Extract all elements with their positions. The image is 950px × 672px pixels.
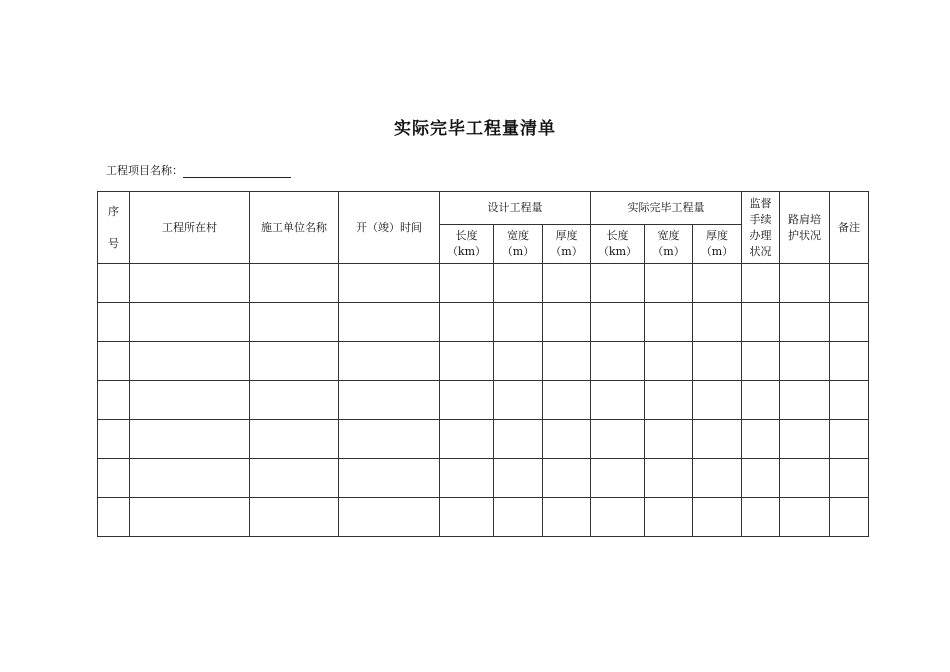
table-cell[interactable]	[98, 342, 130, 381]
table-cell[interactable]	[780, 498, 830, 537]
header-seq: 序 号	[98, 192, 130, 264]
table-cell[interactable]	[98, 498, 130, 537]
table-row	[98, 420, 869, 459]
table-cell[interactable]	[130, 498, 250, 537]
table-cell[interactable]	[830, 381, 869, 420]
table-cell[interactable]	[98, 381, 130, 420]
header-design-quantity: 设计工程量	[440, 192, 591, 225]
table-cell[interactable]	[250, 498, 339, 537]
table-cell[interactable]	[543, 342, 591, 381]
table-cell[interactable]	[98, 303, 130, 342]
header-shoulder-maintenance: 路肩培 护状况	[780, 192, 830, 264]
table-cell[interactable]	[591, 498, 645, 537]
header-start-end-time: 开（竣）时间	[339, 192, 440, 264]
table-cell[interactable]	[591, 303, 645, 342]
table-cell[interactable]	[693, 303, 742, 342]
table-row	[98, 498, 869, 537]
table-cell[interactable]	[494, 303, 543, 342]
table-cell[interactable]	[543, 381, 591, 420]
table-cell[interactable]	[830, 303, 869, 342]
table-cell[interactable]	[742, 420, 780, 459]
table-cell[interactable]	[440, 459, 494, 498]
table-cell[interactable]	[130, 381, 250, 420]
table-cell[interactable]	[645, 459, 693, 498]
table-cell[interactable]	[780, 381, 830, 420]
table-cell[interactable]	[742, 264, 780, 303]
table-cell[interactable]	[494, 459, 543, 498]
project-name-field	[183, 165, 291, 178]
header-supervision: 监督 手续 办理 状况	[742, 192, 780, 264]
project-name-line	[106, 162, 291, 178]
table-cell[interactable]	[543, 303, 591, 342]
table-cell[interactable]	[780, 420, 830, 459]
table-cell[interactable]	[742, 303, 780, 342]
table-cell[interactable]	[830, 264, 869, 303]
table-cell[interactable]	[339, 381, 440, 420]
table-cell[interactable]	[742, 498, 780, 537]
table-cell[interactable]	[742, 459, 780, 498]
table-cell[interactable]	[130, 303, 250, 342]
table-row	[98, 381, 869, 420]
table-cell[interactable]	[130, 264, 250, 303]
table-row	[98, 342, 869, 381]
table-cell[interactable]	[693, 264, 742, 303]
table-cell[interactable]	[494, 381, 543, 420]
header-actual-thickness: 厚度 （m）	[693, 225, 742, 264]
table-cell[interactable]	[591, 264, 645, 303]
table-cell[interactable]	[339, 342, 440, 381]
table-cell[interactable]	[591, 459, 645, 498]
header-remark: 备注	[830, 192, 869, 264]
table-cell[interactable]	[742, 381, 780, 420]
document-title: 实际完毕工程量清单	[394, 119, 556, 139]
table-cell[interactable]	[250, 459, 339, 498]
table-cell[interactable]	[780, 459, 830, 498]
header-design-width: 宽度 （m）	[494, 225, 543, 264]
table-cell[interactable]	[543, 264, 591, 303]
table-cell[interactable]	[591, 420, 645, 459]
table-cell[interactable]	[98, 459, 130, 498]
table-cell[interactable]	[645, 498, 693, 537]
table-cell[interactable]	[494, 420, 543, 459]
table-cell[interactable]	[591, 381, 645, 420]
header-design-thickness: 厚度 （m）	[543, 225, 591, 264]
table-cell[interactable]	[339, 264, 440, 303]
header-construction-unit: 施工单位名称	[250, 192, 339, 264]
table-cell[interactable]	[440, 342, 494, 381]
table-row	[98, 459, 869, 498]
table-cell[interactable]	[440, 381, 494, 420]
table-cell[interactable]	[339, 303, 440, 342]
header-actual-length: 长度 （km）	[591, 225, 645, 264]
table-cell[interactable]	[830, 342, 869, 381]
table-cell[interactable]	[130, 459, 250, 498]
table-cell[interactable]	[780, 303, 830, 342]
table-cell[interactable]	[543, 459, 591, 498]
table-cell[interactable]	[98, 264, 130, 303]
table-cell[interactable]	[98, 420, 130, 459]
table-cell[interactable]	[494, 342, 543, 381]
table-cell[interactable]	[130, 420, 250, 459]
table-cell[interactable]	[440, 498, 494, 537]
table-cell[interactable]	[591, 342, 645, 381]
table-cell[interactable]	[440, 264, 494, 303]
table-cell[interactable]	[440, 303, 494, 342]
table-cell[interactable]	[339, 498, 440, 537]
table-cell[interactable]	[645, 264, 693, 303]
table-cell[interactable]	[250, 381, 339, 420]
table-cell[interactable]	[830, 420, 869, 459]
table-row	[98, 303, 869, 342]
table-cell[interactable]	[645, 342, 693, 381]
table-cell[interactable]	[693, 381, 742, 420]
table-cell[interactable]	[742, 342, 780, 381]
table-body	[98, 264, 869, 537]
table-cell[interactable]	[693, 459, 742, 498]
table-cell[interactable]	[130, 342, 250, 381]
header-actual-quantity: 实际完毕工程量	[591, 192, 742, 225]
table-cell[interactable]	[494, 498, 543, 537]
header-actual-width: 宽度 （m）	[645, 225, 693, 264]
table-cell[interactable]	[780, 342, 830, 381]
table-cell[interactable]	[693, 498, 742, 537]
table-row	[98, 264, 869, 303]
table-cell[interactable]	[645, 420, 693, 459]
table-cell[interactable]	[339, 459, 440, 498]
header-village: 工程所在村	[130, 192, 250, 264]
table-cell[interactable]	[494, 264, 543, 303]
table-cell[interactable]	[645, 303, 693, 342]
quantity-table	[97, 191, 869, 537]
table-cell[interactable]	[693, 420, 742, 459]
table-cell[interactable]	[780, 264, 830, 303]
table-cell[interactable]	[543, 498, 591, 537]
header-design-length: 长度 （km）	[440, 225, 494, 264]
table-cell[interactable]	[250, 342, 339, 381]
table-cell[interactable]	[339, 420, 440, 459]
table-cell[interactable]	[645, 381, 693, 420]
table-cell[interactable]	[250, 303, 339, 342]
project-name-label: 工程项目名称：	[106, 164, 183, 177]
table-cell[interactable]	[250, 264, 339, 303]
table-cell[interactable]	[250, 420, 339, 459]
table-cell[interactable]	[693, 342, 742, 381]
table-cell[interactable]	[543, 420, 591, 459]
table-cell[interactable]	[830, 498, 869, 537]
table-cell[interactable]	[830, 459, 869, 498]
table-cell[interactable]	[440, 420, 494, 459]
